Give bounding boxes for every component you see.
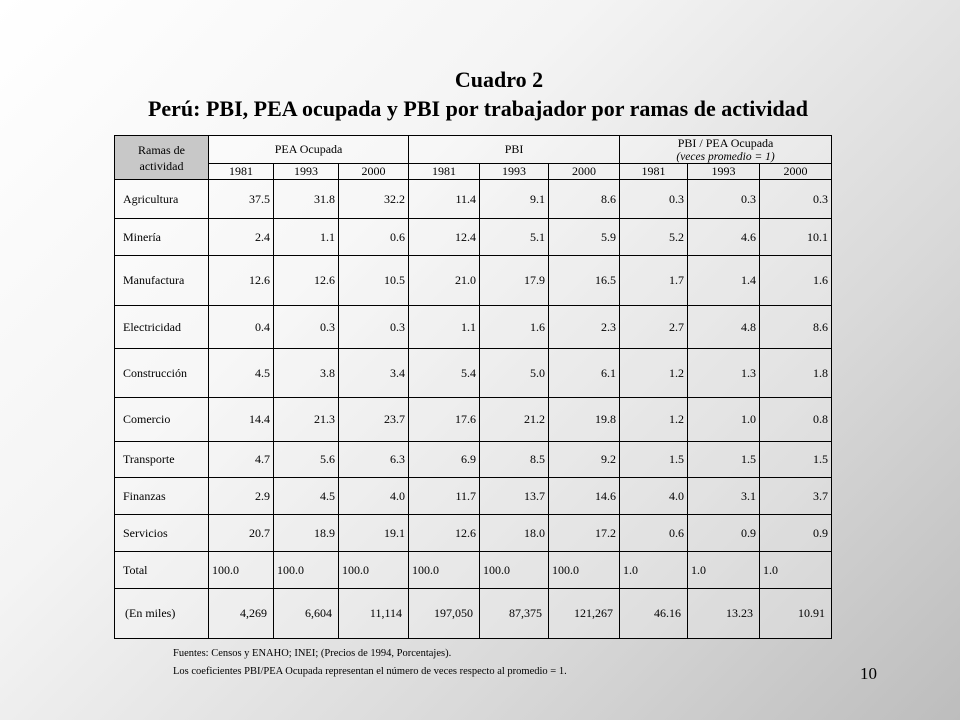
year-header: 1993 bbox=[274, 164, 339, 180]
cell: 0.3 bbox=[274, 306, 339, 349]
cell: 2.3 bbox=[549, 306, 620, 349]
table-row bbox=[115, 219, 832, 256]
header-pbi-pea-subtitle: (veces promedio = 1) bbox=[676, 151, 775, 163]
cell: 0.6 bbox=[620, 515, 688, 552]
table-row bbox=[115, 306, 832, 349]
cell: 18.9 bbox=[274, 515, 339, 552]
table-row bbox=[115, 515, 832, 552]
cell: 12.6 bbox=[274, 256, 339, 306]
cell: 121,267 bbox=[549, 589, 620, 639]
cell: 11.4 bbox=[409, 180, 480, 219]
cell: 0.8 bbox=[760, 398, 832, 442]
cell: 14.4 bbox=[209, 398, 274, 442]
cell: 11.7 bbox=[409, 478, 480, 515]
cell: 46.16 bbox=[620, 589, 688, 639]
cell: 100.0 bbox=[339, 552, 409, 589]
cell: 1.1 bbox=[274, 219, 339, 256]
cell: 1.1 bbox=[409, 306, 480, 349]
cell: 19.8 bbox=[549, 398, 620, 442]
cell: 6.9 bbox=[409, 442, 480, 478]
source-notes bbox=[173, 645, 567, 681]
cell: 13.23 bbox=[688, 589, 760, 639]
row-label: Transporte bbox=[115, 442, 209, 478]
header-row-years bbox=[115, 164, 832, 180]
source-note-line: Los coeficientes PBI/PEA Ocupada representan el número de veces respecto al promedio = 1. bbox=[173, 666, 567, 677]
cell: 2.4 bbox=[209, 219, 274, 256]
cell: 100.0 bbox=[209, 552, 274, 589]
cell: 197,050 bbox=[409, 589, 480, 639]
row-label: Servicios bbox=[115, 515, 209, 552]
cell: 16.5 bbox=[549, 256, 620, 306]
cell: 31.8 bbox=[274, 180, 339, 219]
cell: 9.2 bbox=[549, 442, 620, 478]
header-pbi: PBI bbox=[409, 136, 620, 164]
cell: 0.3 bbox=[760, 180, 832, 219]
header-ramas: Ramas de actividad bbox=[115, 136, 209, 180]
cell: 1.8 bbox=[760, 349, 832, 398]
year-header: 2000 bbox=[339, 164, 409, 180]
cell: 11,114 bbox=[339, 589, 409, 639]
cell: 1.4 bbox=[688, 256, 760, 306]
year-header: 1993 bbox=[480, 164, 549, 180]
cell: 20.7 bbox=[209, 515, 274, 552]
cell: 1.2 bbox=[620, 349, 688, 398]
cell: 5.6 bbox=[274, 442, 339, 478]
cell: 1.7 bbox=[620, 256, 688, 306]
cell: 5.9 bbox=[549, 219, 620, 256]
cell: 5.4 bbox=[409, 349, 480, 398]
table-row-total bbox=[115, 552, 832, 589]
cell: 6,604 bbox=[274, 589, 339, 639]
data-table bbox=[114, 135, 832, 639]
year-header: 1981 bbox=[620, 164, 688, 180]
cell: 5.1 bbox=[480, 219, 549, 256]
row-label: Finanzas bbox=[115, 478, 209, 515]
cell: 5.2 bbox=[620, 219, 688, 256]
cell: 8.6 bbox=[549, 180, 620, 219]
cell: 0.4 bbox=[209, 306, 274, 349]
cell: 1.3 bbox=[688, 349, 760, 398]
header-pbi-pea bbox=[620, 136, 832, 164]
cell: 1.0 bbox=[688, 552, 760, 589]
cell: 17.9 bbox=[480, 256, 549, 306]
row-label: Agricultura bbox=[115, 180, 209, 219]
cell: 2.9 bbox=[209, 478, 274, 515]
cell: 9.1 bbox=[480, 180, 549, 219]
header-pbi-pea-label: PBI / PEA Ocupada bbox=[677, 136, 774, 150]
cell: 1.2 bbox=[620, 398, 688, 442]
cell: 3.8 bbox=[274, 349, 339, 398]
row-label: Electricidad bbox=[115, 306, 209, 349]
cell: 4.7 bbox=[209, 442, 274, 478]
year-header: 2000 bbox=[760, 164, 832, 180]
row-label: Construcción bbox=[115, 349, 209, 398]
table-row bbox=[115, 442, 832, 478]
cell: 10.91 bbox=[760, 589, 832, 639]
cell: 0.3 bbox=[688, 180, 760, 219]
cell: 100.0 bbox=[274, 552, 339, 589]
row-label: (En miles) bbox=[115, 589, 209, 639]
row-label: Total bbox=[115, 552, 209, 589]
cell: 4.6 bbox=[688, 219, 760, 256]
cell: 12.4 bbox=[409, 219, 480, 256]
cell: 100.0 bbox=[480, 552, 549, 589]
cell: 12.6 bbox=[209, 256, 274, 306]
cell: 13.7 bbox=[480, 478, 549, 515]
cell: 0.3 bbox=[620, 180, 688, 219]
cell: 4.0 bbox=[620, 478, 688, 515]
title-block bbox=[0, 66, 960, 124]
cell: 3.4 bbox=[339, 349, 409, 398]
table-row bbox=[115, 180, 832, 219]
cell: 1.5 bbox=[760, 442, 832, 478]
cell: 3.7 bbox=[760, 478, 832, 515]
table-number-title: Cuadro 2 bbox=[454, 67, 544, 92]
cell: 1.6 bbox=[480, 306, 549, 349]
cell: 10.1 bbox=[760, 219, 832, 256]
cell: 17.6 bbox=[409, 398, 480, 442]
cell: 8.5 bbox=[480, 442, 549, 478]
cell: 100.0 bbox=[549, 552, 620, 589]
cell: 1.5 bbox=[620, 442, 688, 478]
year-header: 1993 bbox=[688, 164, 760, 180]
cell: 4.8 bbox=[688, 306, 760, 349]
cell: 21.0 bbox=[409, 256, 480, 306]
cell: 6.1 bbox=[549, 349, 620, 398]
year-header: 1981 bbox=[209, 164, 274, 180]
cell: 4,269 bbox=[209, 589, 274, 639]
table-title: Perú: PBI, PEA ocupada y PBI por trabajador por ramas de actividad bbox=[147, 96, 809, 121]
table-row bbox=[115, 398, 832, 442]
cell: 5.0 bbox=[480, 349, 549, 398]
cell: 19.1 bbox=[339, 515, 409, 552]
page-number: 10 bbox=[860, 664, 877, 683]
cell: 4.0 bbox=[339, 478, 409, 515]
table-row bbox=[115, 349, 832, 398]
cell: 1.0 bbox=[620, 552, 688, 589]
cell: 0.3 bbox=[339, 306, 409, 349]
cell: 4.5 bbox=[274, 478, 339, 515]
cell: 87,375 bbox=[480, 589, 549, 639]
cell: 37.5 bbox=[209, 180, 274, 219]
source-note-line: Fuentes: Censos y ENAHO; INEI; (Precios de 1994, Porcentajes). bbox=[173, 648, 452, 659]
cell: 2.7 bbox=[620, 306, 688, 349]
cell: 6.3 bbox=[339, 442, 409, 478]
cell: 23.7 bbox=[339, 398, 409, 442]
cell: 1.6 bbox=[760, 256, 832, 306]
row-label: Manufactura bbox=[115, 256, 209, 306]
cell: 3.1 bbox=[688, 478, 760, 515]
table-row-miles bbox=[115, 589, 832, 639]
cell: 100.0 bbox=[409, 552, 480, 589]
header-row-groups bbox=[115, 136, 832, 164]
cell: 4.5 bbox=[209, 349, 274, 398]
cell: 10.5 bbox=[339, 256, 409, 306]
cell: 0.9 bbox=[688, 515, 760, 552]
cell: 12.6 bbox=[409, 515, 480, 552]
table-row bbox=[115, 478, 832, 515]
cell: 0.6 bbox=[339, 219, 409, 256]
cell: 18.0 bbox=[480, 515, 549, 552]
cell: 1.5 bbox=[688, 442, 760, 478]
row-label: Comercio bbox=[115, 398, 209, 442]
year-header: 1981 bbox=[409, 164, 480, 180]
cell: 32.2 bbox=[339, 180, 409, 219]
cell: 21.3 bbox=[274, 398, 339, 442]
header-pea-ocupada: PEA Ocupada bbox=[209, 136, 409, 164]
year-header: 2000 bbox=[549, 164, 620, 180]
table-row bbox=[115, 256, 832, 306]
cell: 21.2 bbox=[480, 398, 549, 442]
cell: 17.2 bbox=[549, 515, 620, 552]
cell: 1.0 bbox=[688, 398, 760, 442]
row-label: Minería bbox=[115, 219, 209, 256]
cell: 0.9 bbox=[760, 515, 832, 552]
cell: 1.0 bbox=[760, 552, 832, 589]
cell: 8.6 bbox=[760, 306, 832, 349]
cell: 14.6 bbox=[549, 478, 620, 515]
